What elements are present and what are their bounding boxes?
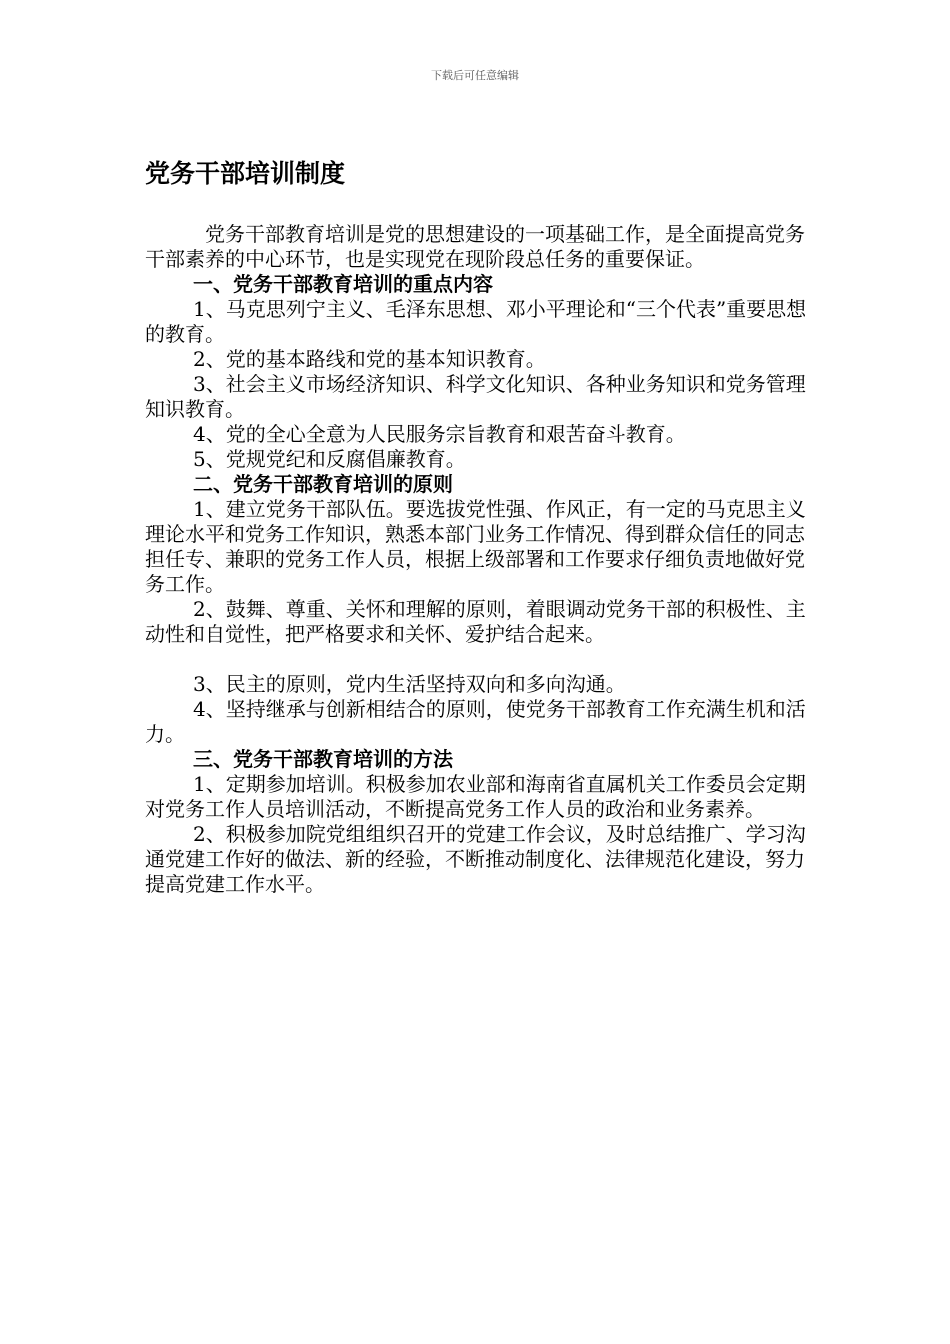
- section-2-item-2: 2、鼓舞、尊重、关怀和理解的原则，着眼调动党务干部的积极性、主动性和自觉性，把严格要求和关怀、爱护结合起来。: [145, 597, 806, 646]
- document-body: [145, 222, 810, 897]
- section-1-item-4: 4、党的全心全意为人民服务宗旨教育和艰苦奋斗教育。: [193, 422, 686, 446]
- section-heading-3: 三、党务干部教育培训的方法: [193, 747, 453, 771]
- section-1-item-5: 5、党规党纪和反腐倡廉教育。: [193, 447, 466, 471]
- section-1-item-1: 1、马克思列宁主义、毛泽东思想、邓小平理论和“三个代表”重要思想的教育。: [145, 297, 807, 346]
- section-heading-2: 二、党务干部教育培训的原则: [193, 472, 453, 496]
- paragraph-gap: [145, 647, 810, 672]
- section-1-item-3: 3、社会主义市场经济知识、科学文化知识、各种业务知识和党务管理知识教育。: [145, 372, 806, 421]
- section-2-item-4: 4、坚持继承与创新相结合的原则，使党务干部教育工作充满生机和活力。: [145, 697, 806, 746]
- section-3-item-2: 2、积极参加院党组组织召开的党建工作会议，及时总结推广、学习沟通党建工作好的做法、新的经验，不断推动制度化、法律规范化建设，努力提高党建工作水平。: [145, 822, 806, 896]
- section-3-item-1: 1、定期参加培训。积极参加农业部和海南省直属机关工作委员会定期对党务工作人员培训活动，不断提高党务工作人员的政治和业务素养。: [145, 772, 806, 821]
- section-2-item-3: 3、民主的原则，党内生活坚持双向和多向沟通。: [193, 672, 626, 696]
- section-2-item-1: 1、建立党务干部队伍。要选拔党性强、作风正，有一定的马克思主义理论水平和党务工作知识，熟悉本部门业务工作情况、得到群众信任的同志担任专、兼职的党务工作人员，根据上级部署和工作要求仔细负责地做好党务工作。: [145, 497, 806, 596]
- section-1-item-2: 2、党的基本路线和党的基本知识教育。: [193, 347, 546, 371]
- section-heading-1: 一、党务干部教育培训的重点内容: [193, 272, 493, 296]
- intro-paragraph: 党务干部教育培训是党的思想建设的一项基础工作，是全面提高党务干部素养的中心环节，也是实现党在现阶段总任务的重要保证。: [145, 222, 805, 271]
- page-title: 党务干部培训制度: [145, 159, 346, 188]
- header-note: 下载后可任意编辑: [431, 69, 519, 82]
